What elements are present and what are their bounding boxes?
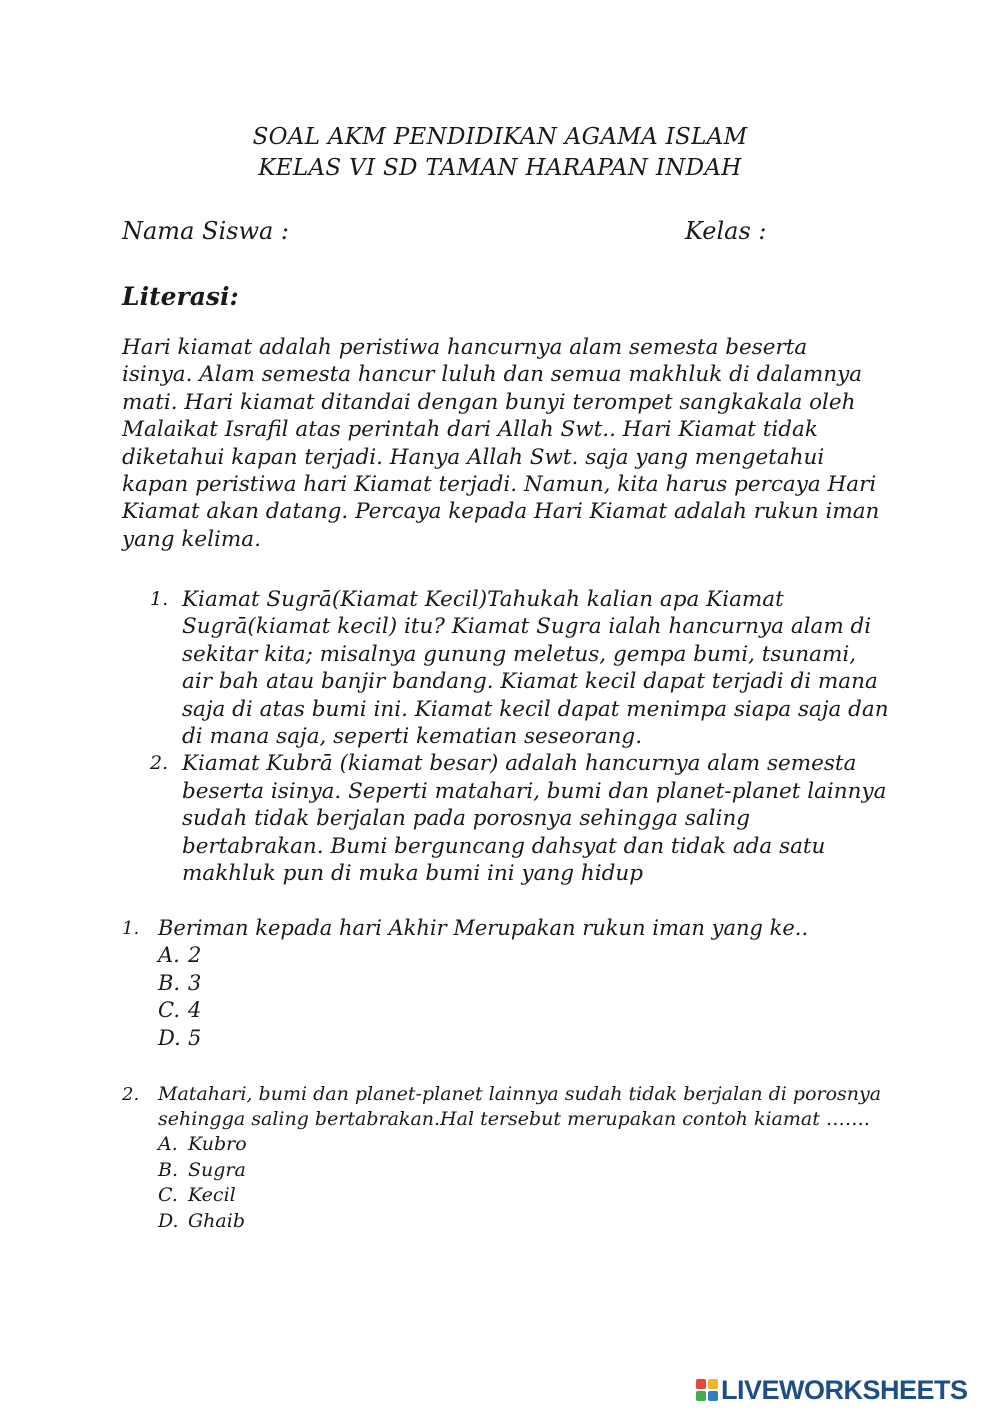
option-text: Kubro	[188, 1133, 247, 1155]
answer-option[interactable]	[158, 942, 882, 970]
list-item	[150, 750, 890, 887]
answer-option[interactable]	[158, 1209, 882, 1235]
option-text: Sugra	[188, 1158, 246, 1181]
answer-option[interactable]	[158, 1025, 882, 1053]
brand-text: LIVEWORKSHEETS	[721, 1374, 968, 1405]
answer-options	[158, 942, 882, 1052]
list-item-number: 2.	[150, 752, 169, 775]
option-text: Ghaib	[188, 1209, 245, 1232]
question-number: 1.	[122, 918, 140, 939]
option-letter: B.	[158, 970, 181, 995]
question-2	[122, 1082, 882, 1234]
option-text: Kecil	[188, 1184, 236, 1206]
question-text: Beriman kepada hari Akhir Merupakan rukun iman yang ke..	[158, 916, 809, 940]
list-item-text: Kiamat Kubrā (kiamat besar) adalah hancurnya alam semesta beserta isinya. Seperti matahari, bumi dan planet-planet lainnya sudah tidak berjalan pada porosnya sehingga saling bertabrakan. Bumi berguncang dahsyat dan tidak ada satu makhluk pun di muka bumi ini yang hidup	[182, 751, 887, 887]
option-letter: D.	[158, 1025, 181, 1050]
answer-options	[158, 1132, 882, 1234]
option-text: 5	[188, 1025, 202, 1050]
liveworksheets-brand[interactable]	[696, 1374, 968, 1405]
question-number: 2.	[122, 1084, 140, 1105]
option-letter: C.	[158, 998, 180, 1022]
list-item	[150, 586, 890, 750]
list-item-text: Kiamat Sugrā(Kiamat Kecil)Tahukah kalian apa Kiamat Sugrā(kiamat kecil) itu? Kiamat Sugra ialah hancurnya alam di sekitar kita; misalnya gunung meletus, gempa bumi, tsunami, air bah atau banjir bandang. Kiamat kecil dapat terjadi di mana saja di atas bumi ini. Kiamat kecil dapat menimpa siapa saja dan di mana saja, seperti kematian seseorang.	[182, 587, 889, 750]
kelas-label: Kelas :	[685, 217, 767, 245]
option-text: 2	[188, 943, 202, 967]
answer-option[interactable]	[158, 1132, 882, 1158]
logo-square	[708, 1391, 718, 1401]
option-letter: C.	[158, 1184, 178, 1206]
option-letter: A.	[158, 943, 180, 967]
logo-square	[696, 1391, 706, 1401]
logo-square	[696, 1379, 706, 1389]
option-letter: D.	[158, 1209, 179, 1232]
option-text: 3	[188, 970, 202, 995]
question-1	[122, 915, 882, 1052]
title-line-1: SOAL AKM PENDIDIKAN AGAMA ISLAM	[252, 124, 748, 150]
question-text: Matahari, bumi dan planet-planet lainnya sudah tidak berjalan di porosnya sehingga saling bertabrakan.Hal tersebut merupakan contoh kiamat …….	[158, 1083, 882, 1130]
nama-siswa-label: Nama Siswa :	[122, 217, 290, 245]
logo-square	[708, 1379, 718, 1389]
option-letter: B.	[158, 1158, 179, 1181]
answer-option[interactable]	[158, 970, 882, 998]
answer-option[interactable]	[158, 997, 882, 1025]
kiamat-list	[150, 586, 890, 887]
answer-option[interactable]	[158, 1183, 882, 1209]
answer-option[interactable]	[158, 1158, 882, 1184]
liveworksheets-logo-icon	[696, 1379, 718, 1401]
option-text: 4	[188, 998, 202, 1022]
list-item-number: 1.	[150, 588, 169, 610]
option-letter: A.	[158, 1133, 178, 1155]
literasi-heading: Literasi:	[122, 282, 239, 311]
literasi-passage: Hari kiamat adalah peristiwa hancurnya alam semesta beserta isinya. Alam semesta hancur luluh dan semua makhluk di dalamnya mati. Hari kiamat ditandai dengan bunyi terompet sangkakala oleh Malaikat Israfil atas perintah dari Allah Swt.. Hari Kiamat tidak diketahui kapan terjadi. Hanya Allah Swt. saja yang mengetahui kapan peristiwa hari Kiamat terjadi. Namun, kita harus percaya Hari Kiamat akan datang. Percaya kepada Hari Kiamat adalah rukun iman yang kelima.	[122, 335, 880, 552]
title-line-2: KELAS VI SD TAMAN HARAPAN INDAH	[258, 155, 742, 181]
